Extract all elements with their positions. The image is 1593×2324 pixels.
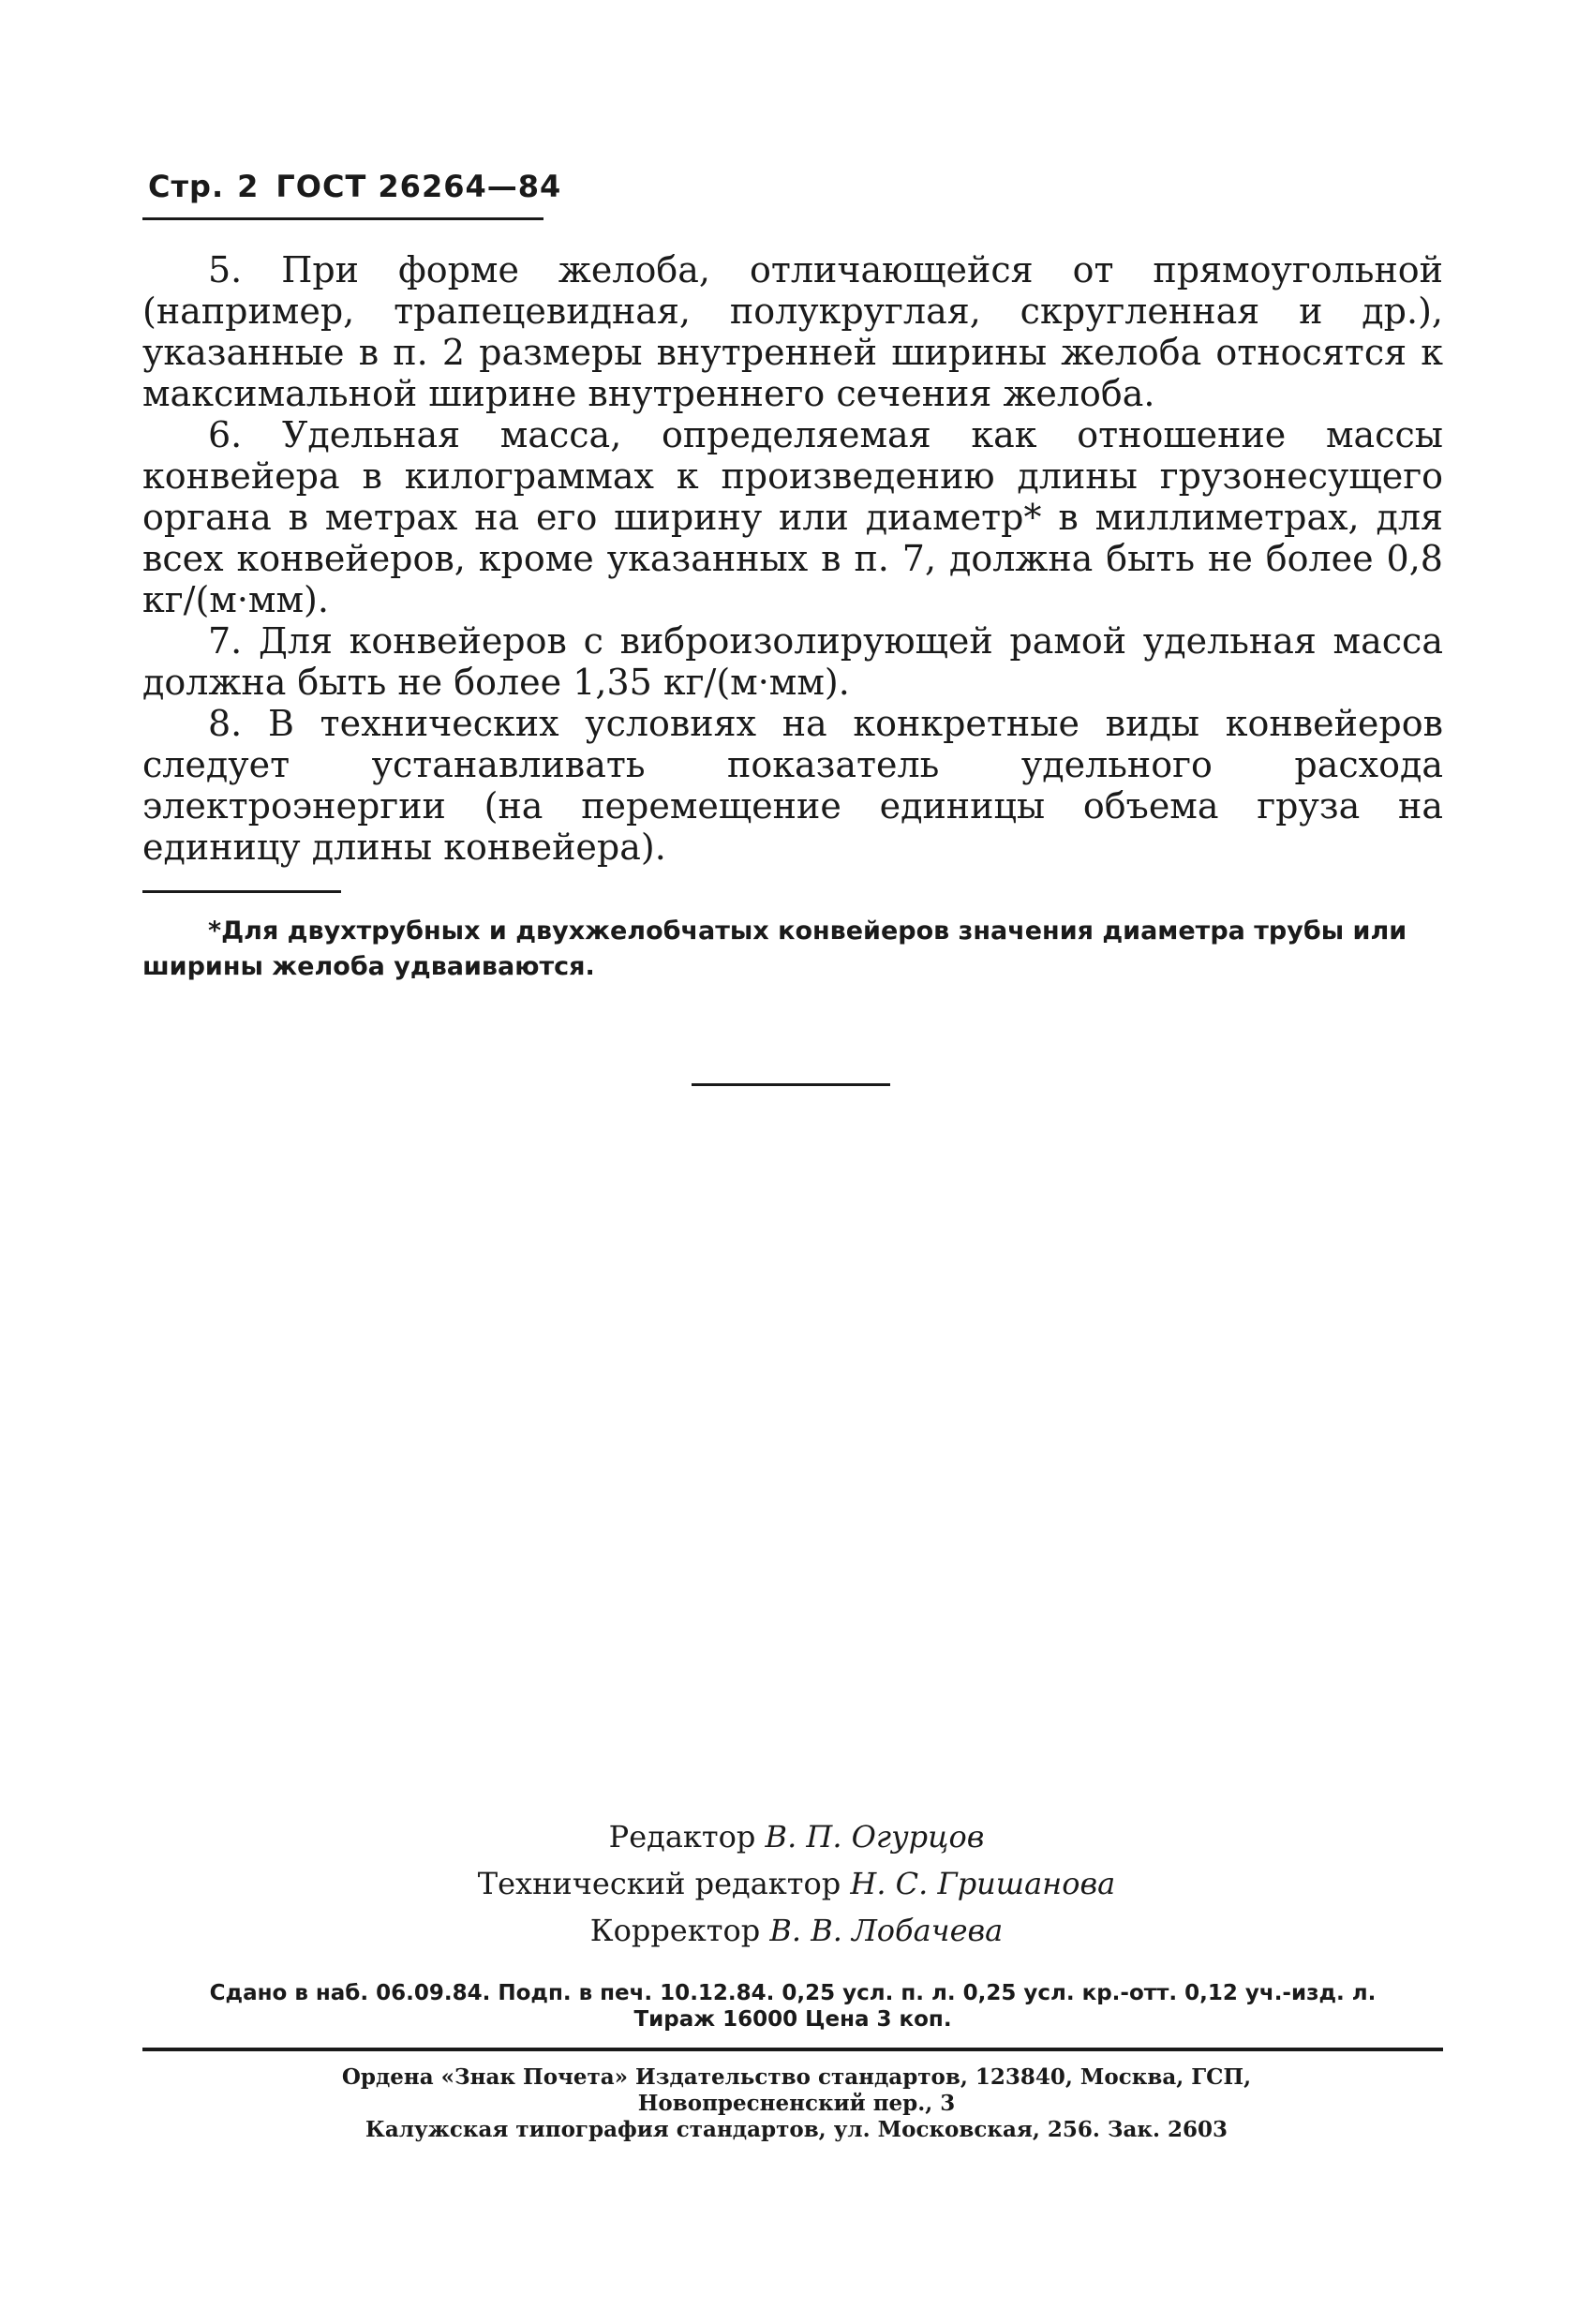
tech-editor-name: Н. С. Гришанова bbox=[850, 1866, 1116, 1901]
page-number: 2 bbox=[237, 169, 260, 204]
credits bbox=[0, 1813, 1593, 1954]
paragraph-6: 6. Удельная масса, определяемая как отношение массы конвейера в килограммах к произведению длины грузонесущего органа в метрах на его ширину или диаметр* в миллиметрах, для всех конвейеров, кроме указанных в п. 7, должна быть не более 0,8 кг/(м·мм). bbox=[142, 414, 1443, 620]
footnote: *Для двухтрубных и двухжелобчатых конвейеров значения диаметра трубы или ширины желоба удваиваются. bbox=[142, 916, 1407, 981]
publisher-line-2: Новопресненский пер., 3 bbox=[637, 2091, 956, 2116]
paragraph-7: 7. Для конвейеров с виброизолирующей рамой удельная масса должна быть не более 1,35 кг/(м·мм). bbox=[142, 620, 1443, 703]
publisher-line-3: Калужская типография стандартов, ул. Московская, 256. Зак. 2603 bbox=[365, 2117, 1228, 2142]
imprint-rule bbox=[142, 2048, 1443, 2051]
publisher-line-1: Ордена «Знак Почета» Издательство стандартов, 123840, Москва, ГСП, bbox=[341, 2064, 1252, 2090]
page-label: Стр. bbox=[148, 169, 225, 204]
end-rule bbox=[692, 1083, 890, 1086]
imprint-line-1: Сдано в наб. 06.09.84. Подп. в печ. 10.12.84. 0,25 усл. п. л. 0,25 усл. кр.-отт. 0,12 уч.-изд. л. bbox=[209, 1981, 1377, 2005]
running-header bbox=[148, 169, 561, 204]
standard-number: ГОСТ 26264—84 bbox=[275, 169, 562, 204]
editor-role: Редактор bbox=[608, 1819, 756, 1855]
tech-editor-line bbox=[0, 1860, 1593, 1907]
paragraph-5: 5. При форме желоба, отличающейся от прямоугольной (например, трапецевидная, полукруглая, скругленная и др.), указанные в п. 2 размеры внутренней ширины желоба относятся к максимальной ширине внутреннего сечения желоба. bbox=[142, 249, 1443, 414]
paragraph-8: 8. В технических условиях на конкретные виды конвейеров следует устанавливать показатель удельного расхода электроэнергии (на перемещение единицы объема груза на единицу длины конвейера). bbox=[142, 703, 1443, 868]
print-imprint bbox=[142, 1980, 1443, 2033]
header-rule bbox=[142, 217, 543, 220]
corrector-name: В. В. Лобачева bbox=[769, 1913, 1004, 1948]
publisher-info bbox=[0, 2064, 1593, 2143]
corrector-line bbox=[0, 1907, 1593, 1954]
editor-name: В. П. Огурцов bbox=[765, 1819, 985, 1855]
tech-editor-role: Технический редактор bbox=[477, 1866, 841, 1901]
corrector-role: Корректор bbox=[589, 1913, 761, 1948]
imprint-line-2: Тираж 16000 Цена 3 коп. bbox=[633, 2007, 952, 2032]
body-text bbox=[142, 249, 1443, 868]
editor-line bbox=[0, 1813, 1593, 1860]
footnote-rule bbox=[142, 890, 341, 893]
